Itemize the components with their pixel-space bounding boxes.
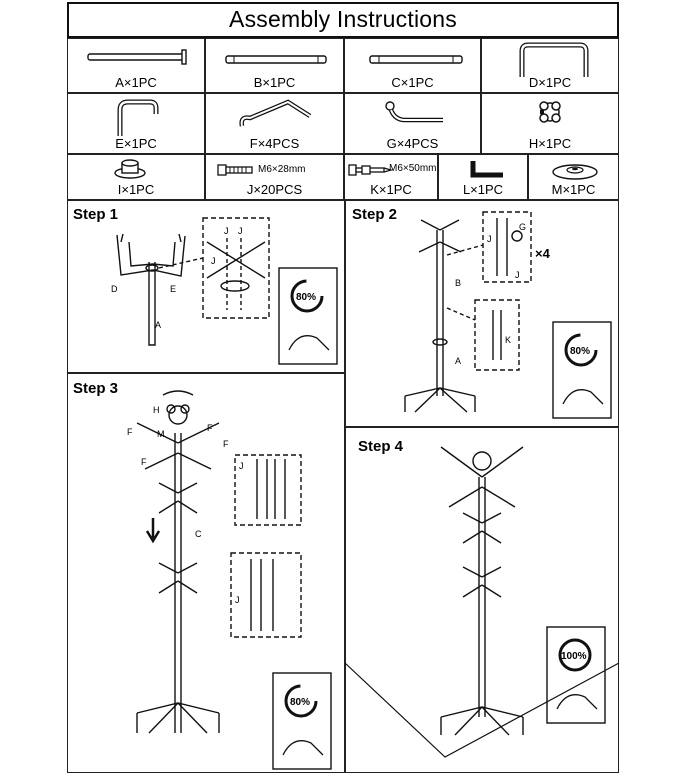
step-3-callout-m: M [157, 429, 165, 439]
part-e-label: E×1PC [115, 136, 157, 151]
part-cell-f [205, 93, 344, 154]
part-h-label: H×1PC [528, 136, 572, 151]
step-1-illustration [67, 200, 345, 373]
step-2-callout-j2: J [515, 270, 520, 280]
part-cell-a [67, 38, 205, 93]
step-1-callout-j1: J [224, 226, 229, 236]
step-3-callout-c: C [195, 529, 202, 539]
part-l-label: L×1PC [462, 182, 504, 197]
part-k-label: K×1PC [370, 182, 412, 197]
step-3-callout-f2: F [207, 423, 213, 433]
part-cell-c [344, 38, 481, 93]
step-2-callout-a: A [455, 356, 462, 366]
part-i-label: I×1PC [117, 182, 155, 197]
step-1-callout-d: D [111, 284, 118, 294]
step-2-multiplier: ×4 [535, 246, 550, 261]
part-m-label: M×1PC [551, 182, 596, 197]
page-title: Assembly Instructions [67, 2, 619, 38]
part-d-label: D×1PC [528, 75, 572, 90]
part-a-label: A×1PC [115, 75, 157, 90]
part-k-spec: M6×50mm [389, 163, 437, 174]
part-c-label: C×1PC [391, 75, 434, 90]
step-2-label: Step 2 [352, 206, 398, 223]
step-1-callout-j2: J [238, 226, 243, 236]
step-2-callout-j1: J [487, 234, 492, 244]
part-cell-k [344, 154, 438, 200]
part-cell-e [67, 93, 205, 154]
step-4-progress: 100% [561, 651, 587, 662]
step-3-callout-f4: F [223, 439, 229, 449]
step-2-callout-g: G [519, 222, 527, 232]
part-cell-g [344, 93, 481, 154]
part-cell-l [438, 154, 528, 200]
step-3-callout-j1: J [239, 461, 244, 471]
part-f-label: F×4PCS [249, 136, 300, 151]
part-g-label: G×4PCS [386, 136, 439, 151]
step-1-callout-j3: J [211, 256, 216, 266]
step-1-label: Step 1 [73, 206, 119, 223]
part-b-label: B×1PC [253, 75, 296, 90]
step-2-callout-k: K [505, 335, 512, 345]
part-cell-j [205, 154, 344, 200]
part-cell-i [67, 154, 205, 200]
step-2-progress: 80% [570, 346, 591, 357]
step-3-callout-j2: J [235, 595, 240, 605]
part-cell-b [205, 38, 344, 93]
step-3-progress: 80% [290, 697, 311, 708]
part-cell-h [481, 93, 619, 154]
step-3-callout-h: H [153, 405, 160, 415]
step-3-label: Step 3 [73, 380, 119, 397]
step-2-callout-b: B [455, 278, 462, 288]
step-1-callout-a: A [155, 320, 162, 330]
step-4-label: Step 4 [358, 438, 404, 455]
part-cell-m [528, 154, 619, 200]
part-j-label: J×20PCS [246, 182, 303, 197]
part-cell-d [481, 38, 619, 93]
step-4-illustration [345, 427, 619, 773]
step-3-callout-f1: F [127, 427, 133, 437]
part-j-spec: M6×28mm [258, 164, 306, 175]
step-1-progress: 80% [296, 292, 317, 303]
step-3-callout-f3: F [141, 457, 147, 467]
step-1-callout-e: E [170, 284, 177, 294]
step-2-illustration [345, 200, 619, 427]
step-3-illustration [67, 373, 345, 773]
